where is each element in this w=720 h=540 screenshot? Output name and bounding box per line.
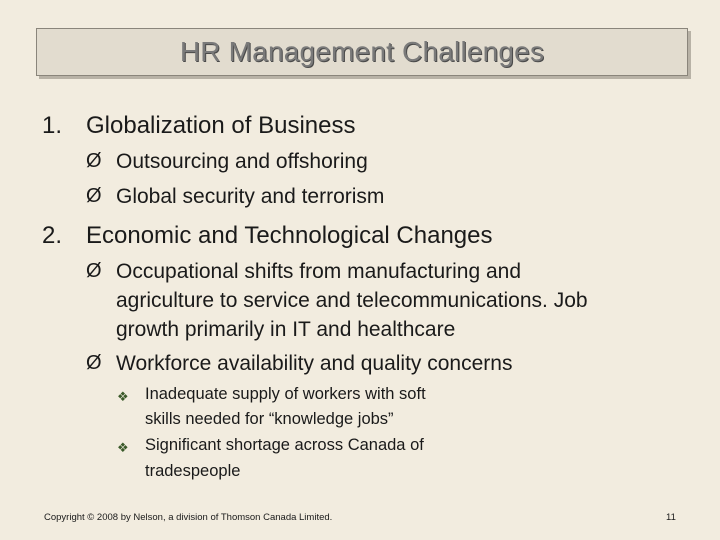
bullet-outsourcing: Outsourcing and offshoring — [116, 150, 368, 173]
footer-copyright: Copyright © 2008 by Nelson, a division of Thomson Canada Limited. — [44, 512, 333, 523]
sub-bullet-tradespeople-line-1: Significant shortage across Canada of — [145, 436, 424, 454]
section-heading-1: Globalization of Business — [86, 112, 356, 139]
sub-bullet-tradespeople-line-2: tradespeople — [145, 462, 241, 480]
bullet-workforce: Workforce availability and quality concerns — [116, 352, 513, 375]
section-number-2: 2. — [42, 222, 63, 249]
page-number: 11 — [666, 512, 676, 523]
slide-title: HR Management Challenges — [179, 36, 545, 67]
section-number-1: 1. — [42, 112, 63, 139]
diamond-bullet-icon: ❖ — [117, 389, 129, 404]
bullet-occupational-line-1: Occupational shifts from manufacturing and — [116, 260, 522, 283]
arrow-bullet-icon: Ø — [86, 352, 102, 374]
bullet-occupational-line-2: agriculture to service and telecommunications. Job — [116, 289, 588, 312]
arrow-bullet-icon: Ø — [86, 150, 102, 172]
diamond-bullet-icon: ❖ — [117, 440, 129, 455]
slide-title-box — [36, 28, 688, 76]
arrow-bullet-icon: Ø — [86, 260, 102, 282]
sub-bullet-soft-skills-line-1: Inadequate supply of workers with soft — [145, 385, 426, 403]
sub-bullet-soft-skills-line-2: skills needed for “knowledge jobs” — [145, 410, 394, 428]
bullet-global-security: Global security and terrorism — [116, 185, 385, 208]
bullet-occupational-line-3: growth primarily in IT and healthcare — [116, 318, 456, 341]
section-heading-2: Economic and Technological Changes — [86, 222, 493, 249]
arrow-bullet-icon: Ø — [86, 185, 102, 207]
